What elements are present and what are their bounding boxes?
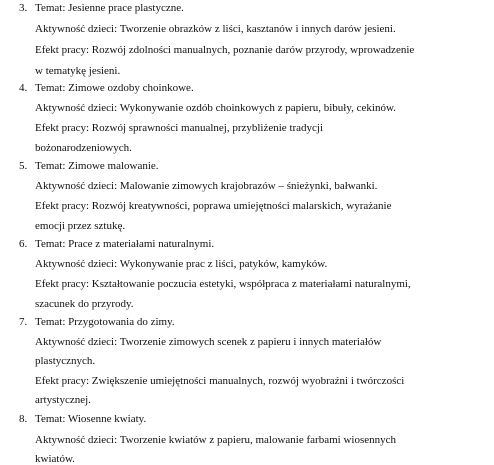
- item-effect: Efekt pracy: Zwiększenie umiejętności manualnych, rozwój wyobraźni i twórczości: [35, 375, 405, 387]
- item-number: 5.: [19, 160, 28, 172]
- item-effect-continuation: bożonarodzeniowych.: [35, 142, 132, 154]
- item-activity: Aktywność dzieci: Tworzenie kwiatów z papieru, malowanie farbami wiosennych: [35, 434, 396, 446]
- item-activity-continuation: kwiatów.: [35, 453, 75, 465]
- item-effect: Efekt pracy: Kształtowanie poczucia estetyki, współpraca z materiałami naturalnymi,: [35, 278, 411, 290]
- item-activity: Aktywność dzieci: Wykonywanie prac z liści, patyków, kamyków.: [35, 258, 328, 270]
- item-number: 4.: [19, 82, 28, 94]
- item-activity: Aktywność dzieci: Tworzenie obrazków z liści, kasztanów i innych darów jesieni.: [35, 23, 396, 35]
- item-topic: Temat: Wiosenne kwiaty.: [35, 413, 147, 425]
- item-activity: Aktywność dzieci: Wykonywanie ozdób choinkowych z papieru, bibuły, cekinów.: [35, 102, 396, 114]
- item-topic: Temat: Prace z materiałami naturalnymi.: [35, 238, 215, 250]
- item-effect: Efekt pracy: Rozwój sprawności manualnej, przybliżenie tradycji: [35, 122, 324, 134]
- item-effect: Efekt pracy: Rozwój kreatywności, poprawa umiejętności malarskich, wyrażanie: [35, 200, 392, 212]
- item-topic: Temat: Przygotowania do zimy.: [35, 316, 175, 328]
- item-number: 8.: [19, 413, 28, 425]
- item-topic: Temat: Zimowe malowanie.: [35, 160, 159, 172]
- item-effect-continuation: artystycznej.: [35, 394, 91, 406]
- item-effect-continuation: szacunek do przyrody.: [35, 298, 134, 310]
- item-activity: Aktywność dzieci: Tworzenie zimowych scenek z papieru i innych materiałów: [35, 336, 382, 348]
- item-effect-continuation: w tematykę jesieni.: [35, 65, 121, 77]
- item-number: 6.: [19, 238, 28, 250]
- item-number: 7.: [19, 316, 28, 328]
- item-number: 3.: [19, 2, 28, 14]
- item-effect-continuation: emocji przez sztukę.: [35, 220, 126, 232]
- item-activity-continuation: plastycznych.: [35, 355, 96, 367]
- item-activity: Aktywność dzieci: Malowanie zimowych krajobrazów – śnieżynki, bałwanki.: [35, 180, 378, 192]
- item-effect: Efekt pracy: Rozwój zdolności manualnych, poznanie darów przyrody, wprowadzenie: [35, 44, 415, 56]
- item-topic: Temat: Jesienne prace plastyczne.: [35, 2, 184, 14]
- item-topic: Temat: Zimowe ozdoby choinkowe.: [35, 82, 194, 94]
